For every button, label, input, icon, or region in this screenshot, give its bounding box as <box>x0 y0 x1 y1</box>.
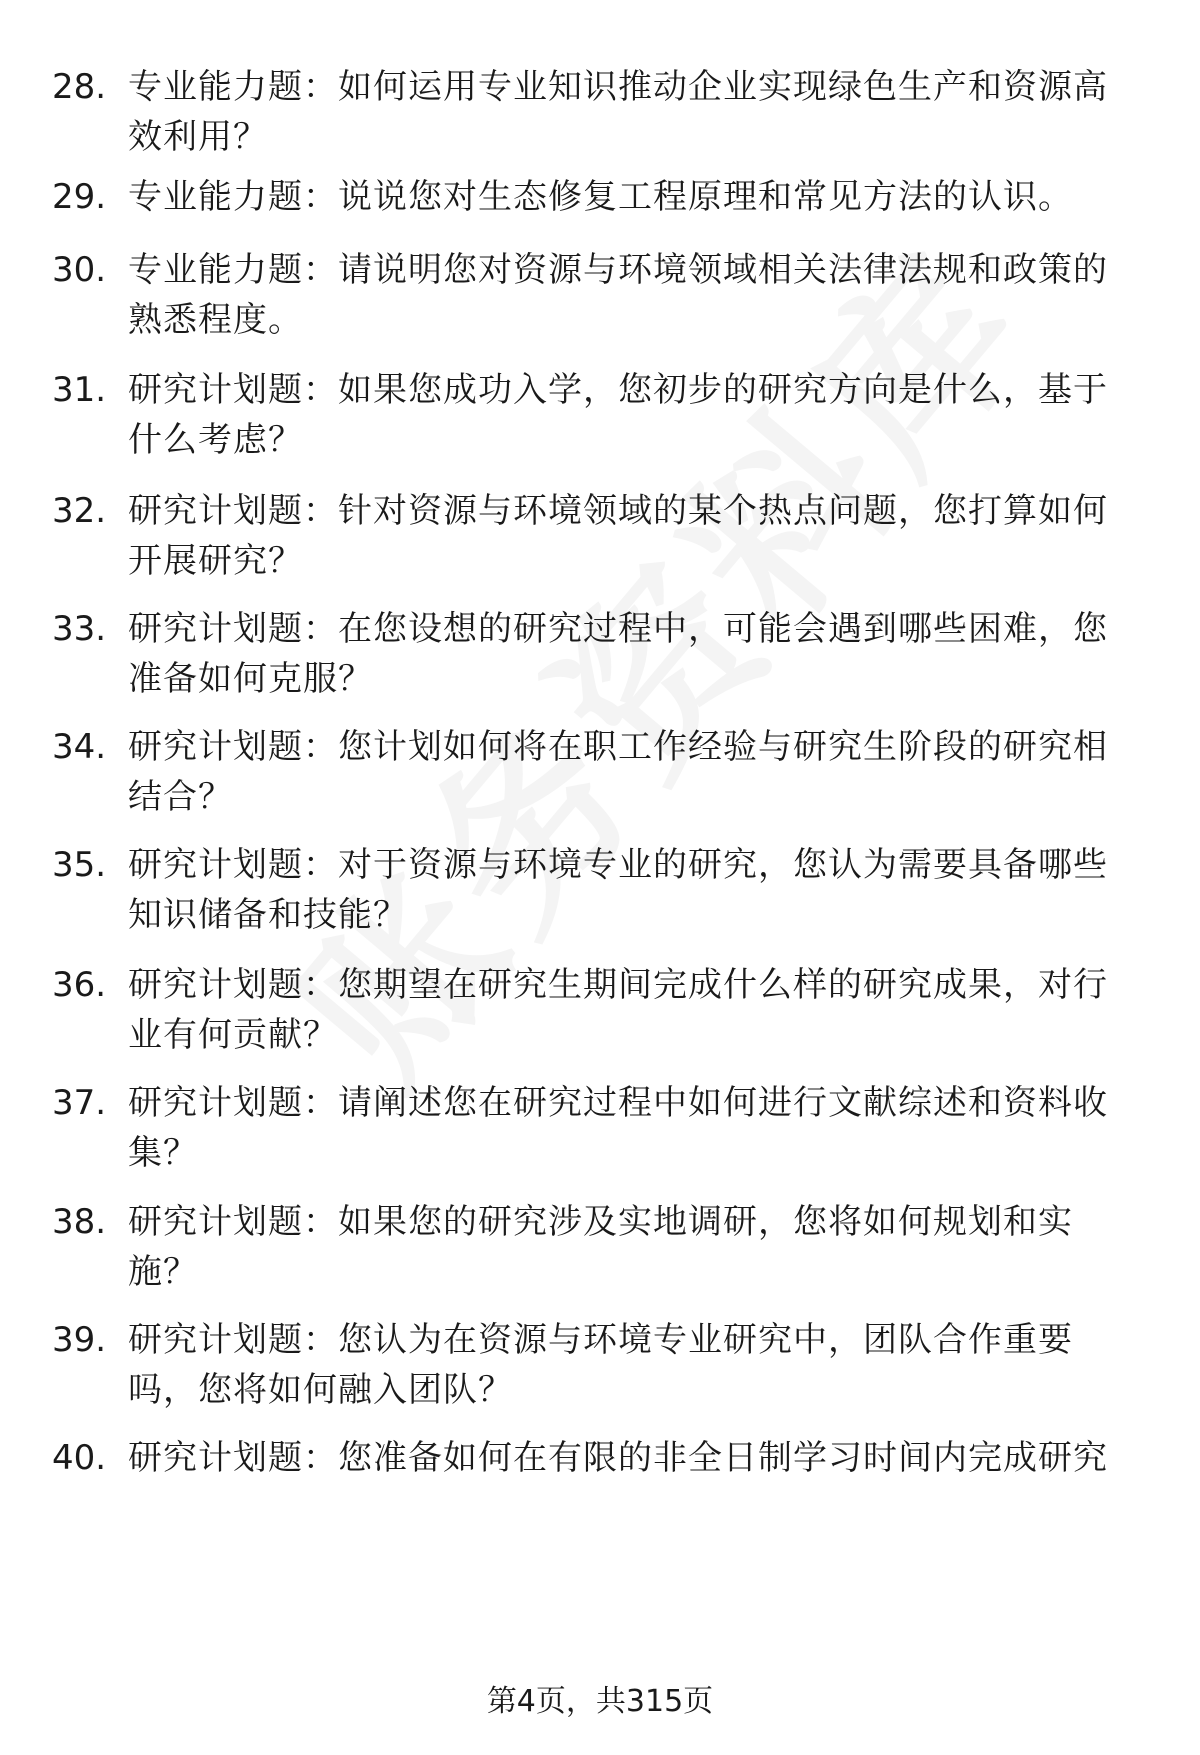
question-text: 研究计划题：您准备如何在有限的非全日制学习时间内完成研究 <box>128 1438 1108 1478</box>
question-number: 28. <box>52 67 107 107</box>
question-text: 研究计划题：您认为在资源与环境专业研究中，团队合作重要吗，您将如何融入团队？ <box>128 1320 1073 1410</box>
page-number-footer: 第4页，共315页 <box>486 1684 714 1719</box>
question-text: 研究计划题：如果您成功入学，您初步的研究方向是什么，基于什么考虑？ <box>128 370 1108 460</box>
question-number: 38. <box>52 1202 107 1242</box>
question-number: 40. <box>52 1438 107 1478</box>
question-text: 研究计划题：对于资源与环境专业的研究，您认为需要具备哪些知识储备和技能？ <box>128 845 1108 935</box>
question-number: 32. <box>52 491 107 531</box>
question-number: 36. <box>52 965 107 1005</box>
question-number: 34. <box>52 727 107 767</box>
question-text: 研究计划题：在您设想的研究过程中，可能会遇到哪些困难，您准备如何克服？ <box>128 609 1108 699</box>
question-number: 33. <box>52 609 107 649</box>
question-text: 研究计划题：您计划如何将在职工作经验与研究生阶段的研究相结合？ <box>128 727 1108 817</box>
question-text: 专业能力题：如何运用专业知识推动企业实现绿色生产和资源高效利用？ <box>128 67 1108 157</box>
question-text: 专业能力题：说说您对生态修复工程原理和常见方法的认识。 <box>128 177 1073 217</box>
question-number: 31. <box>52 370 107 410</box>
question-text: 专业能力题：请说明您对资源与环境领域相关法律法规和政策的熟悉程度。 <box>128 250 1108 340</box>
question-text: 研究计划题：针对资源与环境领域的某个热点问题，您打算如何开展研究？ <box>128 491 1108 581</box>
question-number: 35. <box>52 845 107 885</box>
question-number: 29. <box>52 177 107 217</box>
question-text: 研究计划题：如果您的研究涉及实地调研，您将如何规划和实施？ <box>128 1202 1073 1292</box>
question-text: 研究计划题：请阐述您在研究过程中如何进行文献综述和资料收集？ <box>128 1083 1108 1173</box>
question-text: 研究计划题：您期望在研究生期间完成什么样的研究成果，对行业有何贡献？ <box>128 965 1108 1055</box>
question-number: 30. <box>52 250 107 290</box>
question-number: 37. <box>52 1083 107 1123</box>
question-number: 39. <box>52 1320 107 1360</box>
